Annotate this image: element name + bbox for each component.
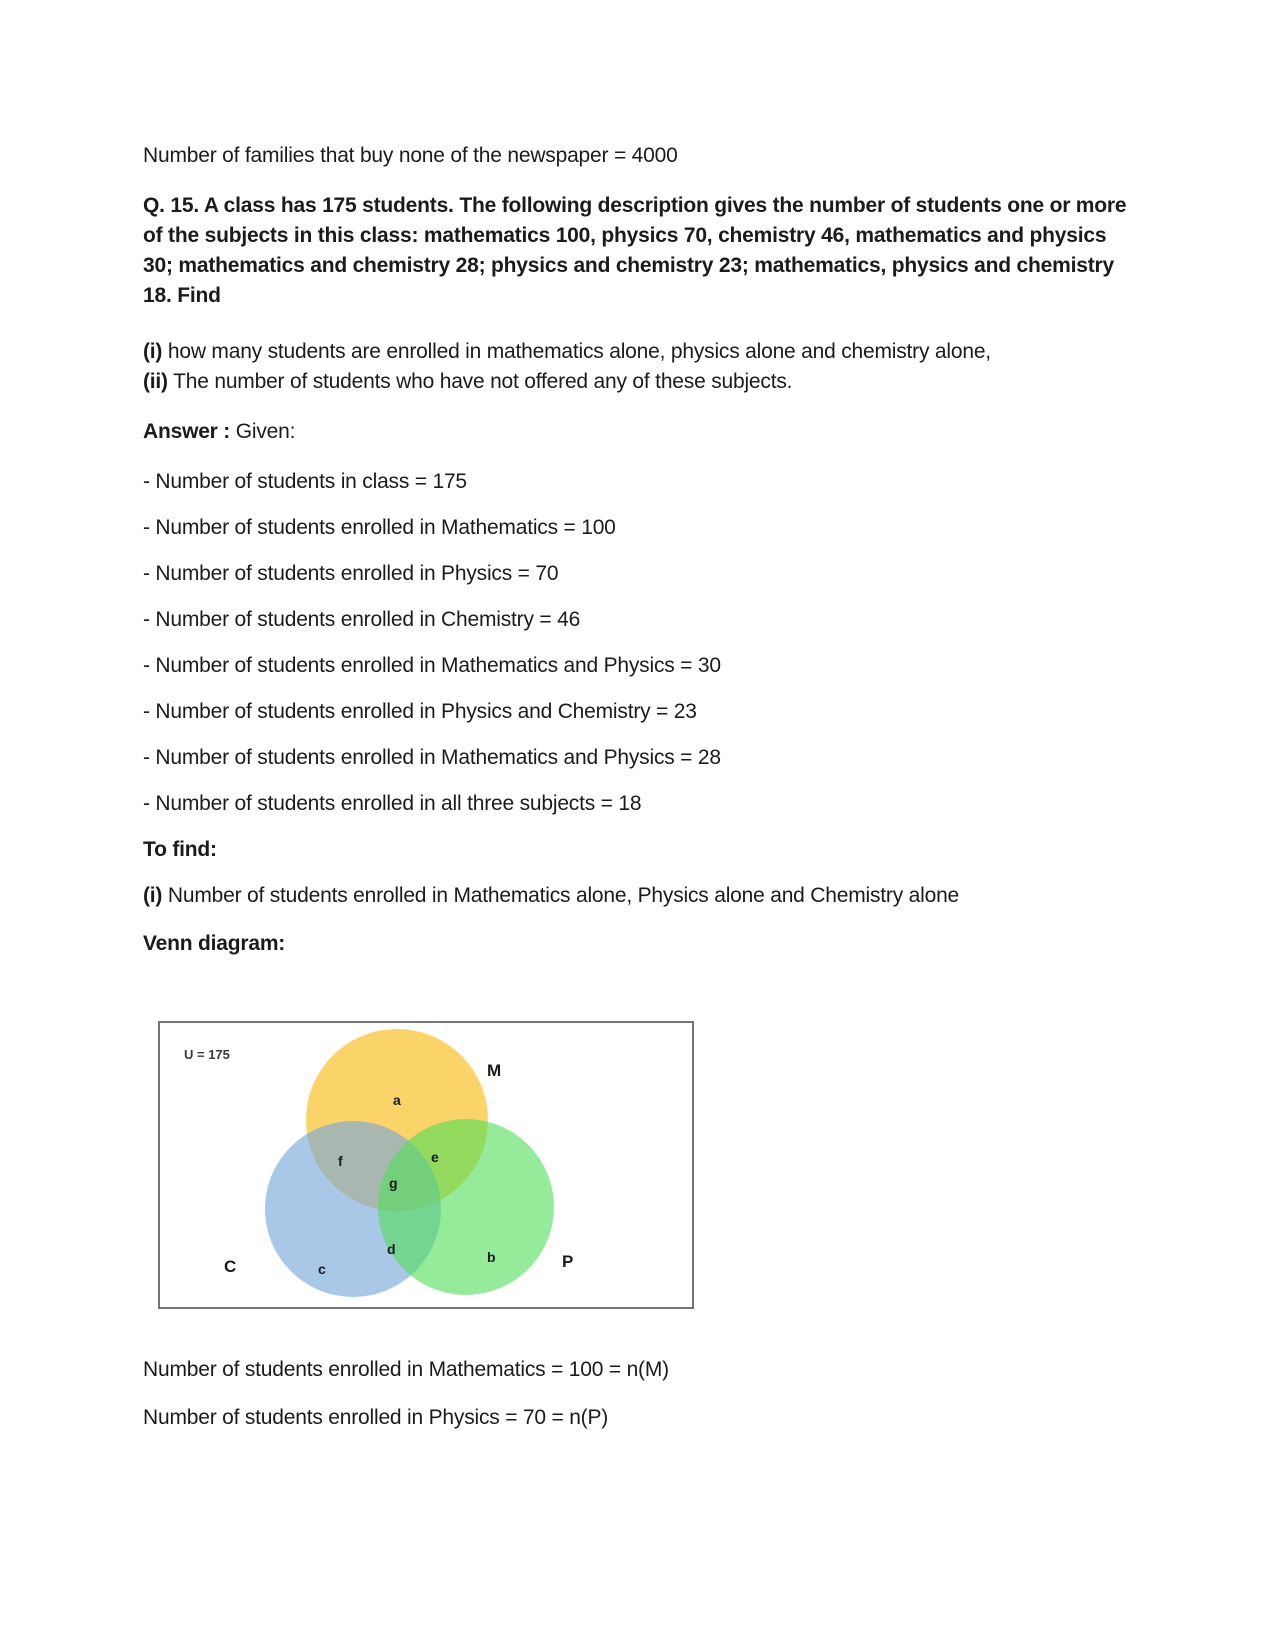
question-part-i: [143, 337, 1133, 367]
given-item: - Number of students enrolled in Physics = 70: [143, 562, 559, 585]
venn-region-label-b: b: [487, 1249, 496, 1265]
find-i-label: (i): [143, 884, 163, 907]
venn-region-label-c: c: [318, 1261, 326, 1277]
part-ii-text: The number of students who have not offered any of these subjects.: [173, 370, 793, 393]
part-ii-label: (ii): [143, 370, 168, 393]
question-text: Q. 15. A class has 175 students. The following description gives the number of students one or more of the subjects in this class: mathematics 100, physics 70, chemistry 46, mathematics and physics 30; mathematics and chemistry 28; physics and chemistry 23; mathematics, physics and chemistry 18. Find: [143, 194, 1127, 307]
part-i-label: (i): [143, 340, 163, 363]
part-i-text: how many students are enrolled in mathematics alone, physics alone and chemistry alone,: [167, 340, 991, 363]
given-item: - Number of students enrolled in Mathematics and Physics = 28: [143, 746, 721, 769]
venn-set-label-m: M: [487, 1061, 502, 1080]
result-line: Number of students enrolled in Physics = 70 = n(P): [143, 1406, 609, 1429]
find-i-text: Number of students enrolled in Mathematics alone, Physics alone and Chemistry alone: [167, 884, 960, 907]
given-item: - Number of students enrolled in Physics and Chemistry = 23: [143, 700, 697, 723]
given-item: - Number of students enrolled in Mathematics = 100: [143, 516, 616, 539]
given-item: - Number of students in class = 175: [143, 470, 467, 493]
venn-heading: Venn diagram:: [143, 932, 286, 955]
venn-circle-physics: [378, 1119, 554, 1295]
answer-text: Given:: [235, 420, 296, 443]
venn-region-label-g: g: [389, 1175, 398, 1191]
given-item: - Number of students enrolled in Chemistry = 46: [143, 608, 581, 631]
find-part-i: [143, 881, 1133, 911]
answer-line: [143, 417, 1133, 447]
venn-universe-label: U = 175: [184, 1047, 230, 1062]
venn-diagram: [160, 1023, 692, 1307]
question-parts: [143, 337, 1133, 397]
venn-set-label-p: P: [562, 1252, 574, 1271]
given-item: - Number of students enrolled in all three subjects = 18: [143, 792, 642, 815]
result-line: Number of students enrolled in Mathematics = 100 = n(M): [143, 1358, 669, 1381]
venn-region-label-d: d: [387, 1241, 396, 1257]
venn-region-label-a: a: [393, 1092, 401, 1108]
to-find-heading: To find:: [143, 838, 217, 861]
given-item: - Number of students enrolled in Mathematics and Physics = 30: [143, 654, 721, 677]
question-part-ii: [143, 367, 1133, 397]
venn-diagram-figure: [158, 1021, 694, 1309]
intro-line: Number of families that buy none of the newspaper = 4000: [143, 144, 678, 167]
venn-region-label-e: e: [431, 1149, 439, 1165]
venn-region-label-f: f: [338, 1153, 343, 1169]
venn-set-label-c: C: [224, 1257, 237, 1276]
answer-label: Answer :: [143, 420, 231, 443]
